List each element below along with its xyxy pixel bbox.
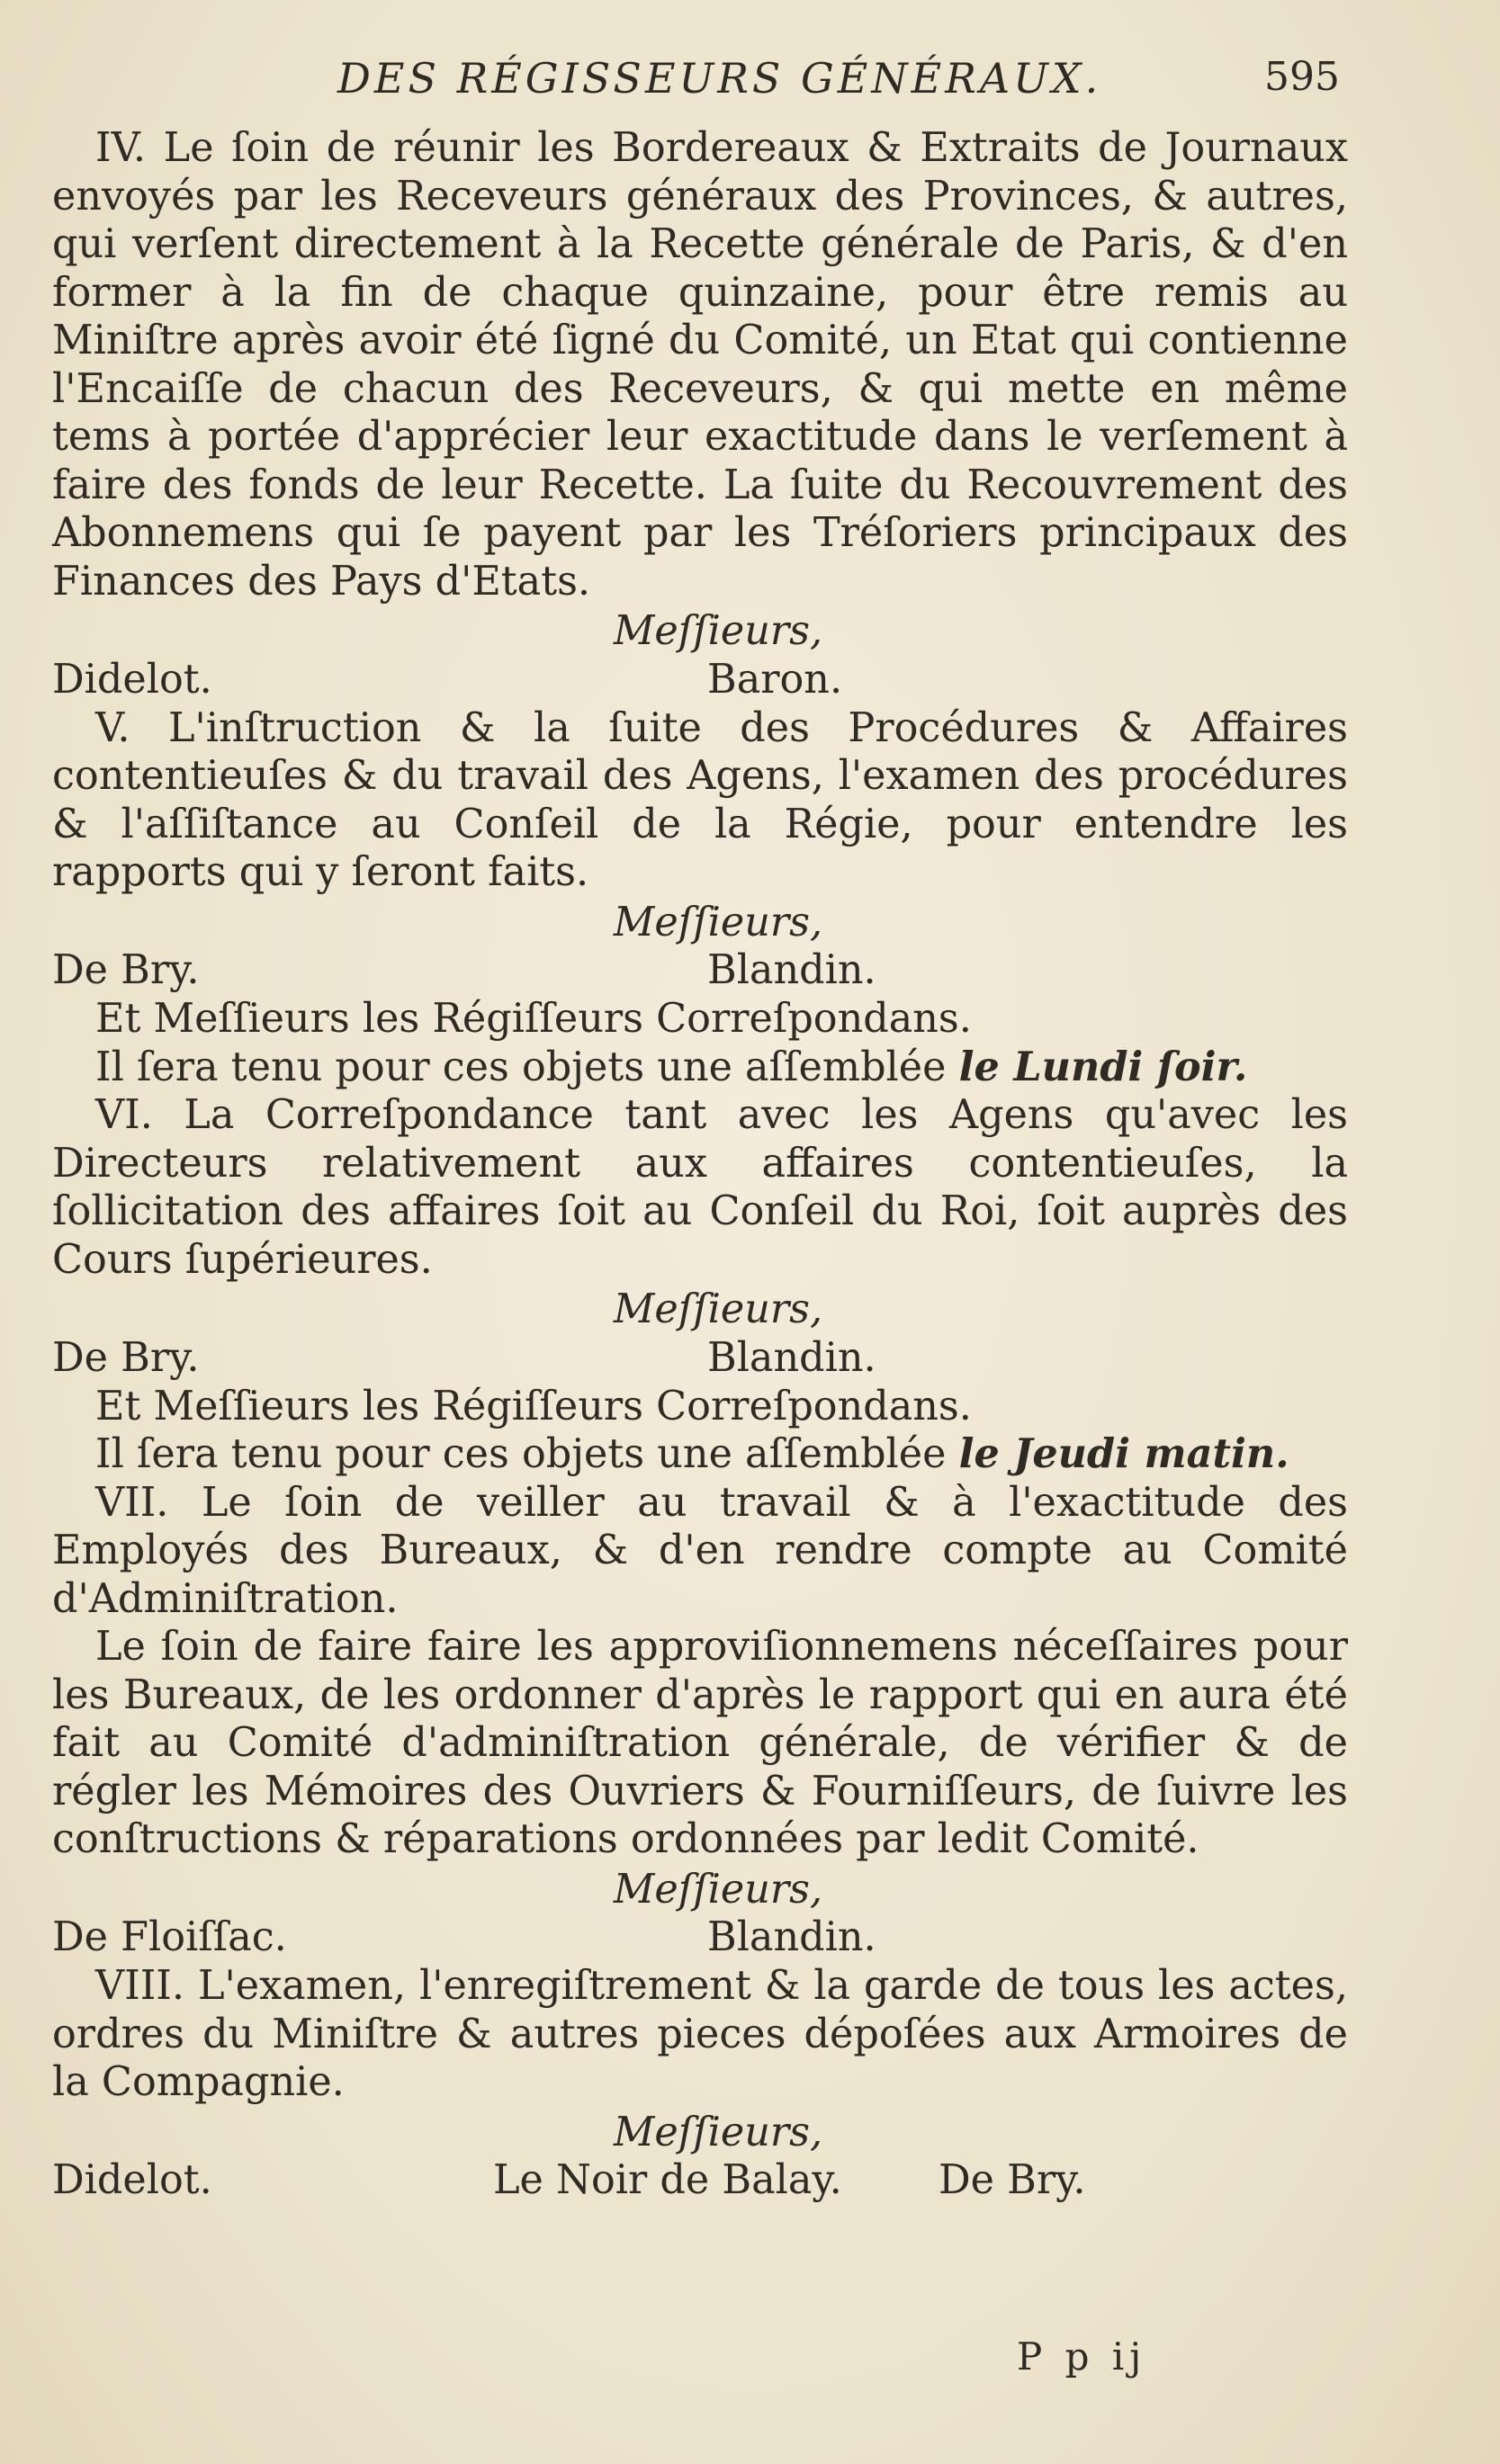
page-number: 595 — [1264, 54, 1340, 100]
signatory-name: Didelot. — [52, 656, 212, 703]
signatory-name: De Floiſſac. — [52, 1914, 287, 1960]
signatory-name: De Bry. — [52, 1334, 200, 1381]
meeting-day: le Jeudi matin. — [958, 1430, 1289, 1477]
signatory-name: Le Noir de Balay. — [493, 2157, 842, 2203]
article-iv-text: IV. Le ſoin de réunir les Bordereaux & Extraits de Journaux envoyés par les Receveurs généraux des Provinces, & autres, qui verſent directement à la Recette générale de Paris, & d'en former à la fin de chaque quinzaine, pour être remis au Miniſtre après avoir été ſigné du Comité, un Etat qui contienne l'Encaiſſe de chacun des Receveurs, & qui mette en même tems à portée d'apprécier leur exactitude dans le verſement à faire des fonds de leur Recette. La ſuite du Recouvrement des Abonnemens qui ſe payent par les Tréſoriers principaux des Finances des Pays d'Etats. — [52, 125, 1348, 605]
article-v-signatories — [52, 899, 1348, 996]
article-vi-meeting — [52, 1430, 1348, 1479]
article-viii-text: VIII. L'examen, l'enregiſtrement & la garde de tous les actes, ordres du Miniſtre & autres pieces dépoſées aux Armoires de la Compagnie. — [52, 1963, 1348, 2105]
signatory-name: Blandin. — [707, 1914, 876, 1960]
signature-mark: P p ij — [1017, 2334, 1147, 2379]
article-vi-text: VI. La Correſpondance tant avec les Agens qu'avec les Directeurs relativement aux affaires contentieuſes, la ſollicitation des affaires ſoit au Conſeil du Roi, ſoit auprès des Cours ſupérieures. — [52, 1092, 1348, 1283]
article-v-extra: Et Meſſieurs les Régiſſeurs Correſpondans. — [95, 996, 972, 1042]
signatories-title: Meſſieurs, — [613, 2109, 823, 2155]
signatory-name: Blandin. — [707, 1334, 876, 1381]
article-v-text: V. L'inſtruction & la ſuite des Procédures & Affaires contentieuſes & du travail des Agens, l'examen des procédures & l'aſſiſtance au Conſeil de la Régie, pour entendre les rapports qui y ſeront faits. — [52, 704, 1348, 895]
page-header — [0, 54, 1500, 117]
article-vii-signatories — [52, 1866, 1348, 1963]
signatories-title: Meſſieurs, — [613, 608, 823, 654]
signatories-title: Meſſieurs, — [613, 899, 823, 945]
meeting-text: Il ſera tenu pour ces objets une aſſemblée — [95, 1044, 947, 1090]
article-viii-signatories — [52, 2109, 1348, 2206]
article-vii-text: VII. Le ſoin de veiller au travail & à l'exactitude des Employés des Bureaux, & d'en rendre compte au Comité d'Adminiſtration. — [52, 1479, 1348, 1622]
running-head: DES RÉGISSEURS GÉNÉRAUX. — [337, 54, 1102, 103]
article-vi-signatories — [52, 1286, 1348, 1383]
page-body — [52, 124, 1348, 2205]
article-v-meeting — [52, 1044, 1348, 1092]
signatory-name: De Bry. — [52, 947, 200, 993]
article-vi-extra: Et Meſſieurs les Régiſſeurs Correſpondans. — [95, 1383, 972, 1429]
signatory-name: De Bry. — [939, 2157, 1086, 2203]
article-iv-signatories — [52, 607, 1348, 704]
meeting-day: le Lundi ſoir. — [958, 1043, 1248, 1090]
signatory-name: Blandin. — [707, 947, 876, 993]
signatory-name: Didelot. — [52, 2157, 212, 2203]
signatories-title: Meſſieurs, — [613, 1286, 823, 1332]
signatory-name: Baron. — [707, 656, 843, 703]
signatories-title: Meſſieurs, — [613, 1866, 823, 1913]
article-vii-text-2: Le ſoin de faire faire les approviſionnemens néceſſaires pour les Bureaux, de les ordonner d'après le rapport qui en aura été fait au Comité d'adminiſtration générale, de vérifier & de régler les Mémoires des Ouvriers & Fourniſſeurs, de ſuivre les conſtructions & réparations ordonnées par ledit Comité. — [52, 1624, 1348, 1862]
meeting-text: Il ſera tenu pour ces objets une aſſemblée — [95, 1431, 947, 1477]
